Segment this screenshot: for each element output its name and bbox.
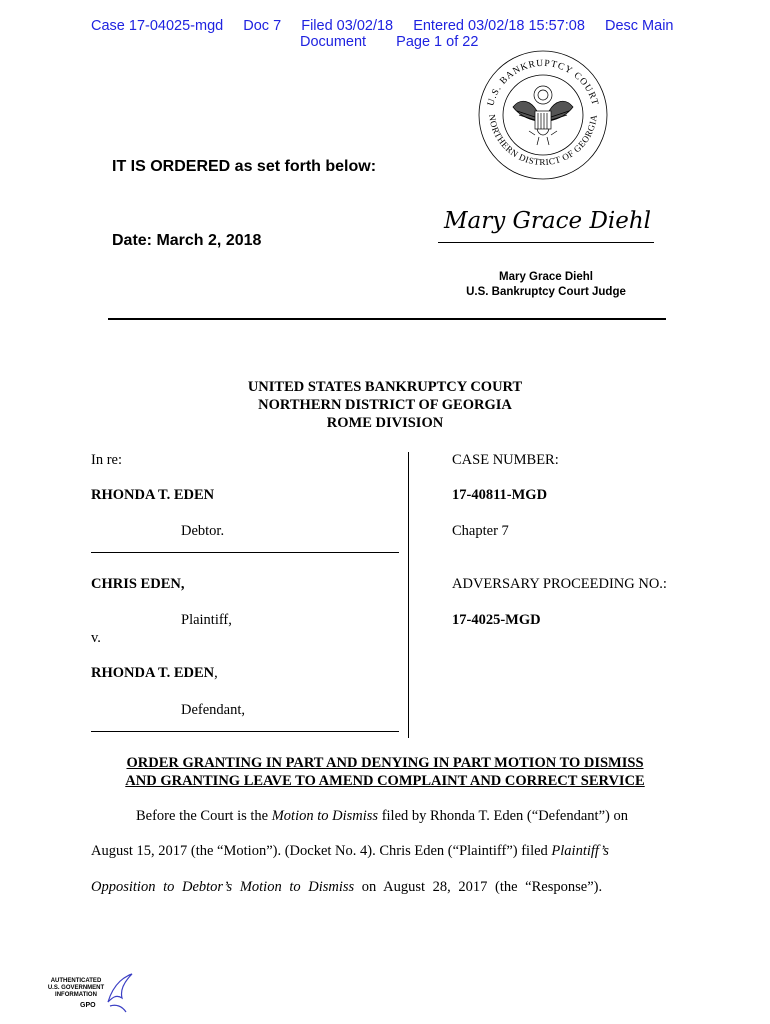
debtor-label: Debtor. [181, 523, 225, 539]
body-text: filed by Rhonda T. Eden (“Defendant”) on [378, 808, 628, 824]
filed-date-stamp: Filed 03/02/18 [301, 18, 394, 34]
adversary-label: ADVERSARY PROCEEDING NO.: [452, 576, 667, 592]
plaintiff-label: Plaintiff, [181, 612, 232, 628]
document-stamp: Document [300, 34, 367, 50]
gpo-eagle-icon [104, 972, 134, 1016]
ordered-statement: IT IS ORDERED as set forth below: [112, 158, 377, 175]
adversary-number: 17-4025-MGD [452, 612, 541, 628]
filing-header [91, 18, 673, 34]
opposition-title-part2: Opposition to Debtor’s Motion to Dismiss [91, 879, 355, 895]
court-seal-emblem [475, 45, 610, 185]
caption-divider [408, 452, 409, 738]
gpo-authentication-logo [44, 972, 134, 1016]
gpo-label: GPO [80, 1002, 96, 1009]
body-text: on August 28, 2017 (the “Response”). [354, 879, 603, 895]
court-division: ROME DIVISION [326, 415, 444, 431]
doc-number-stamp: Doc 7 [243, 18, 282, 34]
body-paragraph-line3 [91, 879, 681, 896]
body-text: Before the Court is the [136, 808, 272, 824]
order-title-line2: AND GRANTING LEAVE TO AMEND COMPLAINT AND CORRECT SERVICE [125, 773, 645, 789]
opposition-title-part1: Plaintiff’s [551, 843, 609, 859]
judge-title: U.S. Bankruptcy Court Judge [466, 286, 626, 298]
order-title-line1: ORDER GRANTING IN PART AND DENYING IN PART MOTION TO DISMISS [126, 755, 644, 771]
court-district: NORTHERN DISTRICT OF GEORGIA [258, 397, 512, 413]
page-count-stamp: Page 1 of 22 [396, 34, 479, 50]
handwritten-signature [438, 198, 658, 242]
defendant-name-line [91, 665, 218, 682]
order-divider [108, 318, 666, 320]
signature-text: Mary Grace Diehl [444, 208, 652, 234]
seal-top-text: U.S. BANKRUPTCY COURT [486, 58, 600, 108]
case-number-stamp: Case 17-04025-mgd [91, 18, 224, 34]
defendant-name: RHONDA T. EDEN [91, 665, 215, 681]
body-text: August 15, 2017 (the “Motion”). (Docket No. 4). Chris Eden (“Plaintiff”) filed [91, 843, 552, 859]
plaintiff-name: CHRIS EDEN, [91, 576, 185, 592]
in-re-label: In re: [91, 452, 122, 468]
judge-block [438, 270, 654, 300]
gpo-line: AUTHENTICATED [50, 978, 102, 984]
judge-name: Mary Grace Diehl [499, 271, 593, 283]
gpo-text [44, 978, 108, 999]
gpo-line: INFORMATION [55, 992, 97, 998]
chapter-label: Chapter 7 [452, 523, 509, 539]
defendant-label: Defendant, [181, 702, 246, 718]
entered-date-stamp: Entered 03/02/18 15:57:08 [413, 18, 585, 34]
order-date: Date: March 2, 2018 [112, 232, 262, 249]
court-name: UNITED STATES BANKRUPTCY COURT [247, 379, 523, 395]
order-title [0, 754, 770, 790]
debtor-name: RHONDA T. EDEN [91, 487, 215, 503]
body-paragraph-line2 [91, 843, 681, 860]
case-number-label: CASE NUMBER: [452, 452, 559, 468]
motion-title: Motion to Dismiss [271, 808, 379, 824]
filing-header-line2 [300, 34, 478, 50]
desc-stamp: Desc Main [604, 18, 674, 34]
versus-label: v. [91, 630, 101, 646]
judge-signature [438, 198, 658, 242]
body-paragraph-line1 [91, 808, 681, 825]
gpo-line: U.S. GOVERNMENT [47, 985, 105, 991]
caption-rule-1 [91, 552, 399, 553]
defendant-comma: , [214, 665, 218, 681]
signature-line [438, 242, 654, 243]
court-heading [0, 378, 770, 432]
seal-bottom-text: NORTHERN DISTRICT OF GEORGIA [487, 113, 599, 168]
caption-rule-2 [91, 731, 399, 732]
case-number: 17-40811-MGD [452, 487, 548, 503]
court-seal [475, 45, 610, 185]
